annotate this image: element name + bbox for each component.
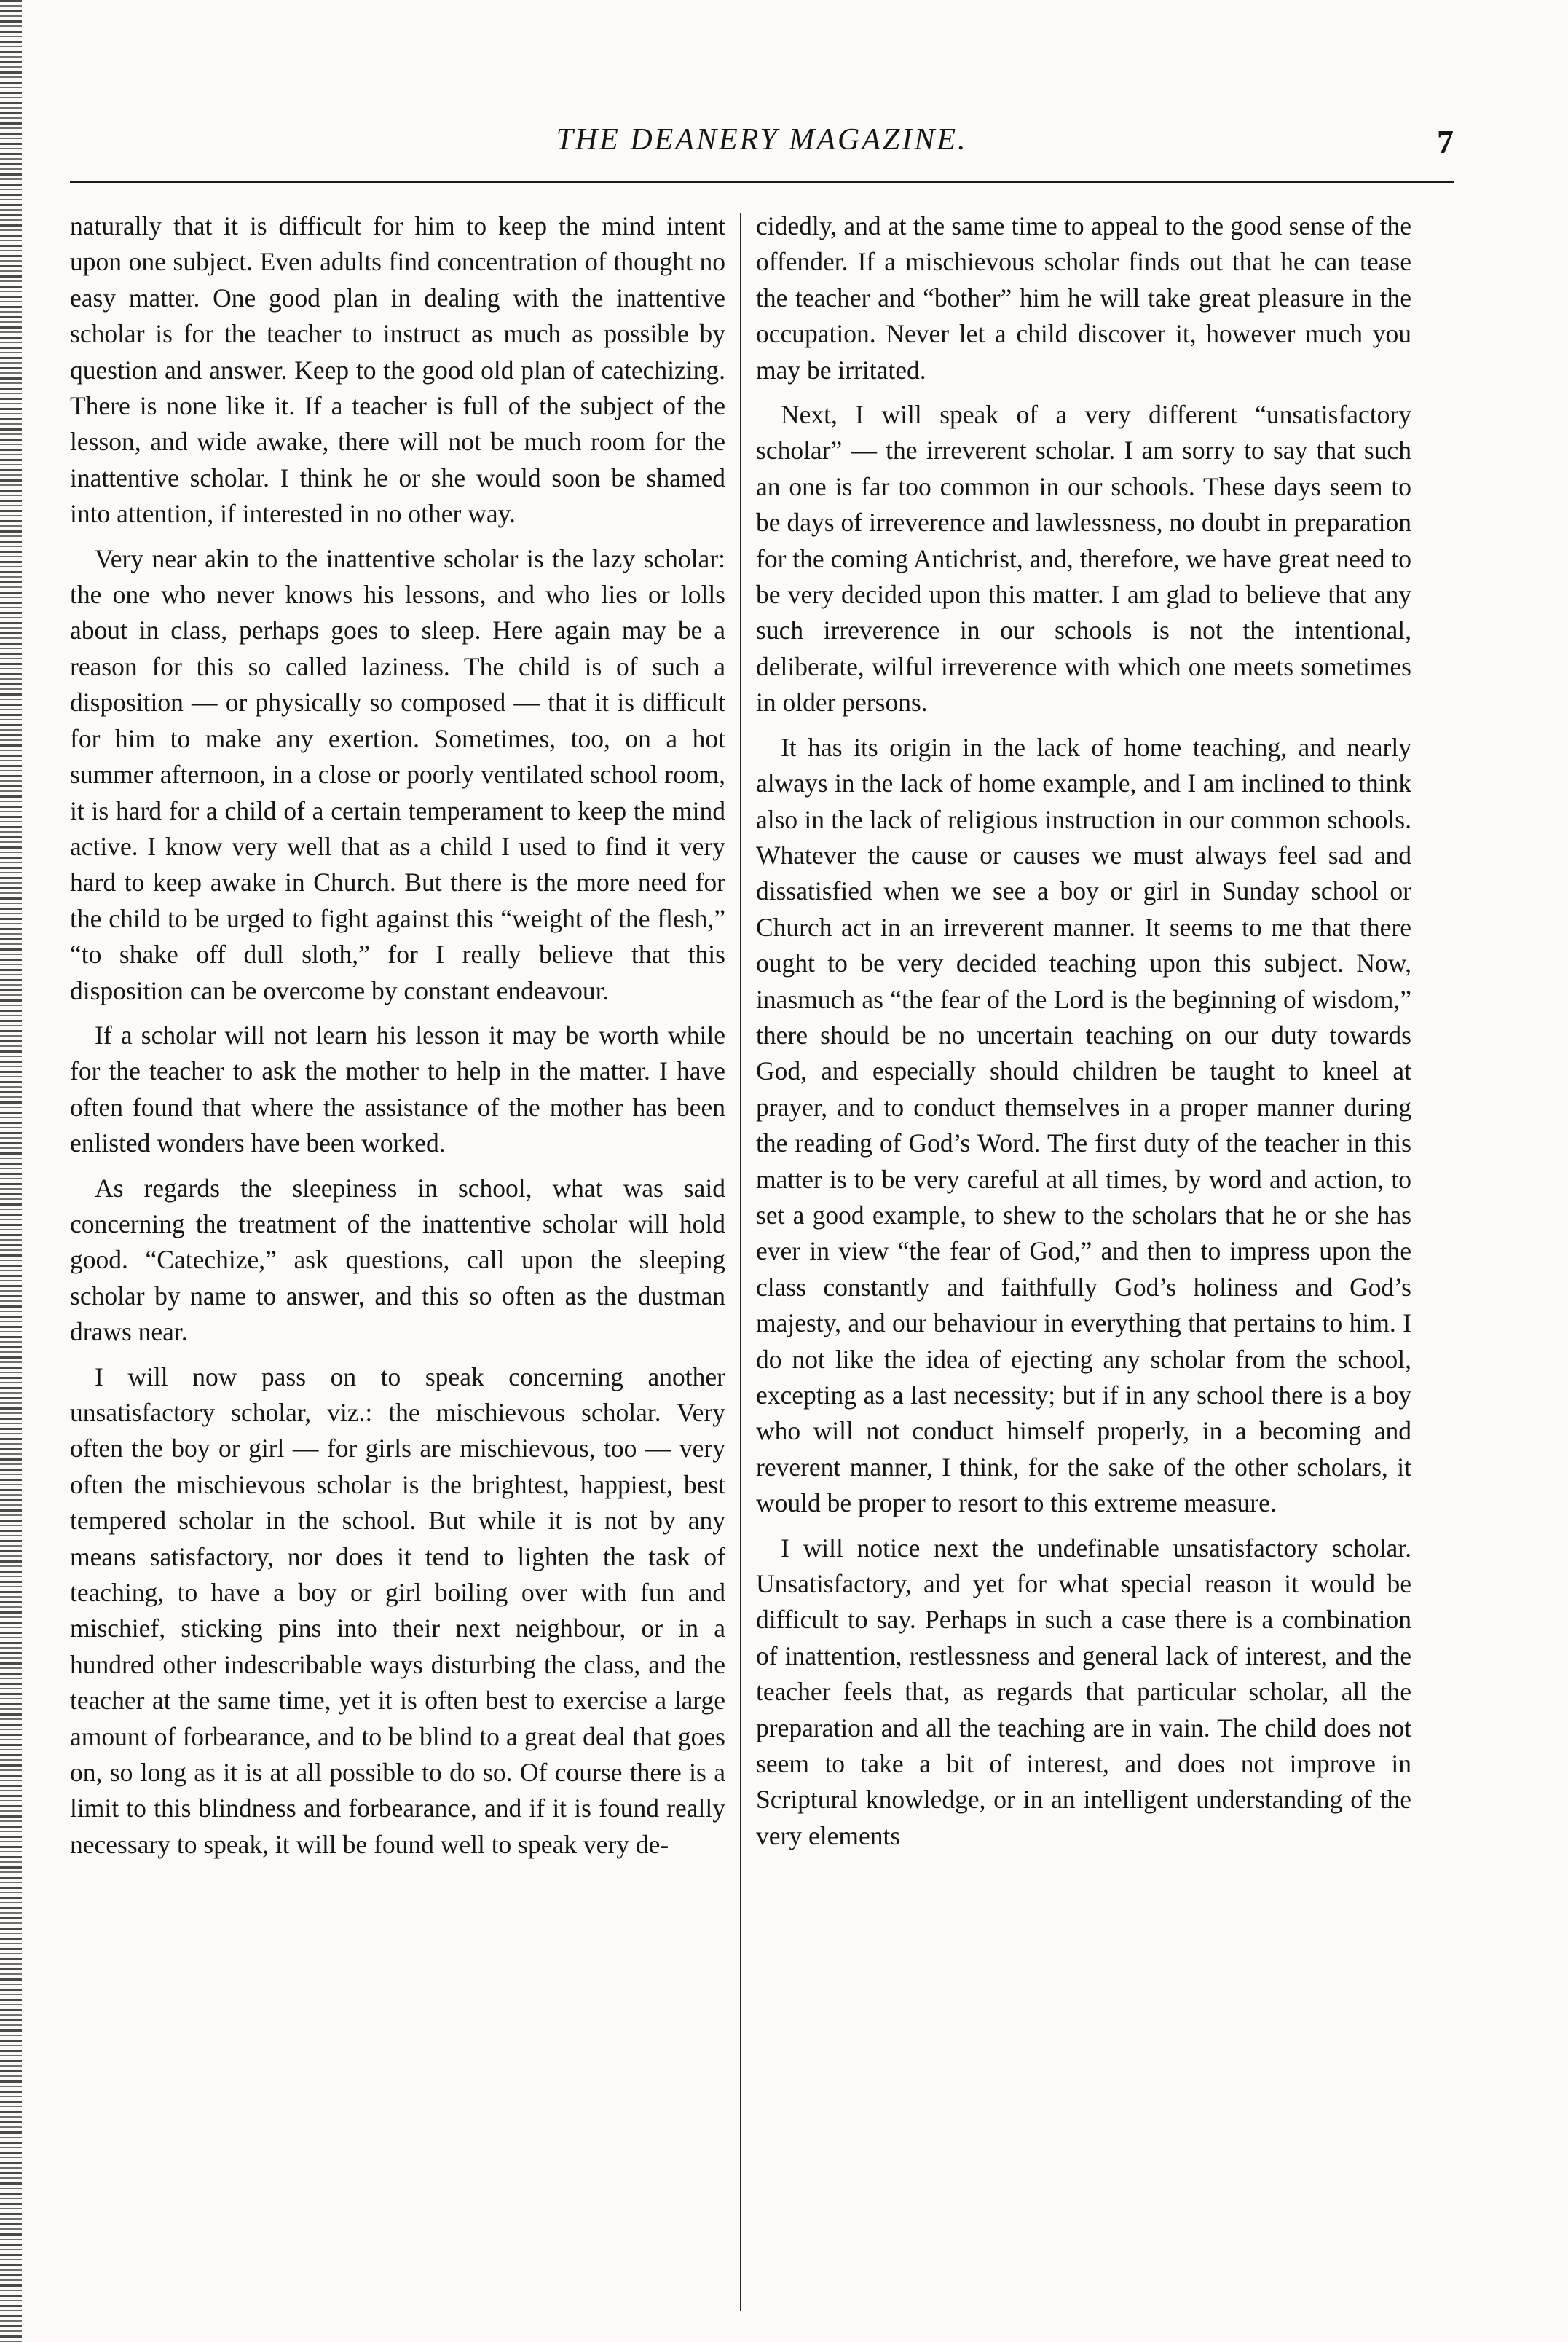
paragraph: Next, I will speak of a very different “unsatisfactory scholar” — the irreverent scholar. I am sorry to say that such an one is far too common in our schools. These days seem to be days of irreverence and lawlessness, no doubt in preparation for the coming Antichrist, and, therefore, we have great need to be very decided upon this matter. I am glad to believe that any such irreverence in our schools is not the intentional, deliberate, wilful irreverence with which one meets sometimes in older persons.	[756, 400, 1411, 718]
left-column	[70, 208, 725, 1871]
paragraph: If a scholar will not learn his lesson it may be worth while for the teacher to ask the mother to help in the matter. I have often found that where the assistance of the mother has been enlisted wonders have been worked.	[70, 1020, 725, 1158]
paragraph: I will notice next the undefinable unsatisfactory scholar. Unsatisfactory, and yet for what special reason it would be difficult to say. Perhaps in such a case there is a combination of inattention, restlessness and general lack of interest, and the teacher feels that, as regards that particular scholar, all the preparation and all the teaching are in vain. The child does not seem to take a bit of interest, and does not improve in Scriptural knowledge, or in an intelligent understanding of the very elements	[756, 1533, 1411, 1850]
paragraph: naturally that it is difficult for him to keep the mind intent upon one subject. Even adults find concentration of thought no easy matter. One good plan in dealing with the inattentive scholar is for the teacher to instruct as much as possible by question and answer. Keep to the good old plan of catechizing. There is none like it. If a teacher is full of the subject of the lesson, and wide awake, there will not be much room for the inattentive scholar. I think he or she would soon be shamed into attention, if interested in no other way.	[70, 211, 725, 529]
binding-edge	[0, 0, 22, 2342]
column-divider	[740, 213, 741, 2311]
paragraph: Very near akin to the inattentive scholar is the lazy scholar: the one who never knows his lessons, and who lies or lolls about in class, perhaps goes to sleep. Here again may be a reason for this so called laziness. The child is of such a disposition — or physically so composed — that it is difficult for him to make any exertion. Sometimes, too, on a hot summer afternoon, in a close or poorly ventilated school room, it is hard for a child of a certain temperament to keep the mind active. I know very well that as a child I used to find it very hard to keep awake in Church. But there is the more need for the child to be urged to fight against this “weight of the flesh,” “to shake off dull sloth,” for I really believe that this disposition can be overcome by constant endeavour.	[70, 543, 725, 1005]
page-header	[70, 122, 1454, 173]
page-number: 7	[1437, 123, 1454, 160]
running-title: THE DEANERY MAGAZINE.	[556, 123, 968, 157]
right-column	[756, 208, 1411, 1863]
paragraph: As regards the sleepiness in school, what was said concerning the treatment of the inattentive scholar will hold good. “Catechize,” ask questions, call upon the sleeping scholar by name to answer, and this so often as the dustman draws near.	[70, 1173, 725, 1347]
paragraph: cidedly, and at the same time to appeal to the good sense of the offender. If a mischievous scholar finds out that he can tease the teacher and “bother” him he will take great pleasure in the occupation. Never let a child discover it, however much you may be irritated.	[756, 211, 1411, 385]
header-rule	[70, 181, 1454, 183]
paragraph: It has its origin in the lack of home teaching, and nearly always in the lack of home example, and I am inclined to think also in the lack of religious instruction in our common schools. Whatever the cause or causes we must always feel sad and dissatisfied when we see a boy or girl in Sunday school or Church act in an irreverent manner. It seems to me that there ought to be very decided teaching upon this subject. Now, inasmuch as “the fear of the Lord is the beginning of wisdom,” there should be no uncertain teaching on our duty towards God, and especially should children be taught to kneel at prayer, and to conduct themselves in a proper manner during the reading of God’s Word. The first duty of the teacher in this matter is to be very careful at all times, by word and action, to set a good example, to shew to the scholars that he or she has ever in view “the fear of God,” and then to impress upon the class constantly and faithfully God’s holiness and God’s majesty, and our behaviour in everything that pertains to him. I do not like the idea of ejecting any scholar from the school, excepting as a last necessity; but if in any school there is a boy who will not conduct himself properly, in a becoming and reverent manner, I think, for the sake of the other scholars, it would be proper to resort to this extreme measure.	[756, 732, 1411, 1518]
paragraph: I will now pass on to speak concerning another unsatisfactory scholar, viz.: the mischievous scholar. Very often the boy or girl — for girls are mischievous, too — very often the mischievous scholar is the brightest, happiest, best tempered scholar in the school. But while it is not by any means satisfactory, nor does it tend to lighten the task of teaching, to have a boy or girl boiling over with fun and mischief, sticking pins into their next neighbour, or in a hundred other indescribable ways disturbing the class, and the teacher at the same time, yet it is often best to exercise a large amount of forbearance, and to be blind to a great deal that goes on, so long as it is at all possible to do so. Of course there is a limit to this blindness and forbearance, and if it is found really necessary to speak, it will be found well to speak very de-	[70, 1361, 725, 1859]
